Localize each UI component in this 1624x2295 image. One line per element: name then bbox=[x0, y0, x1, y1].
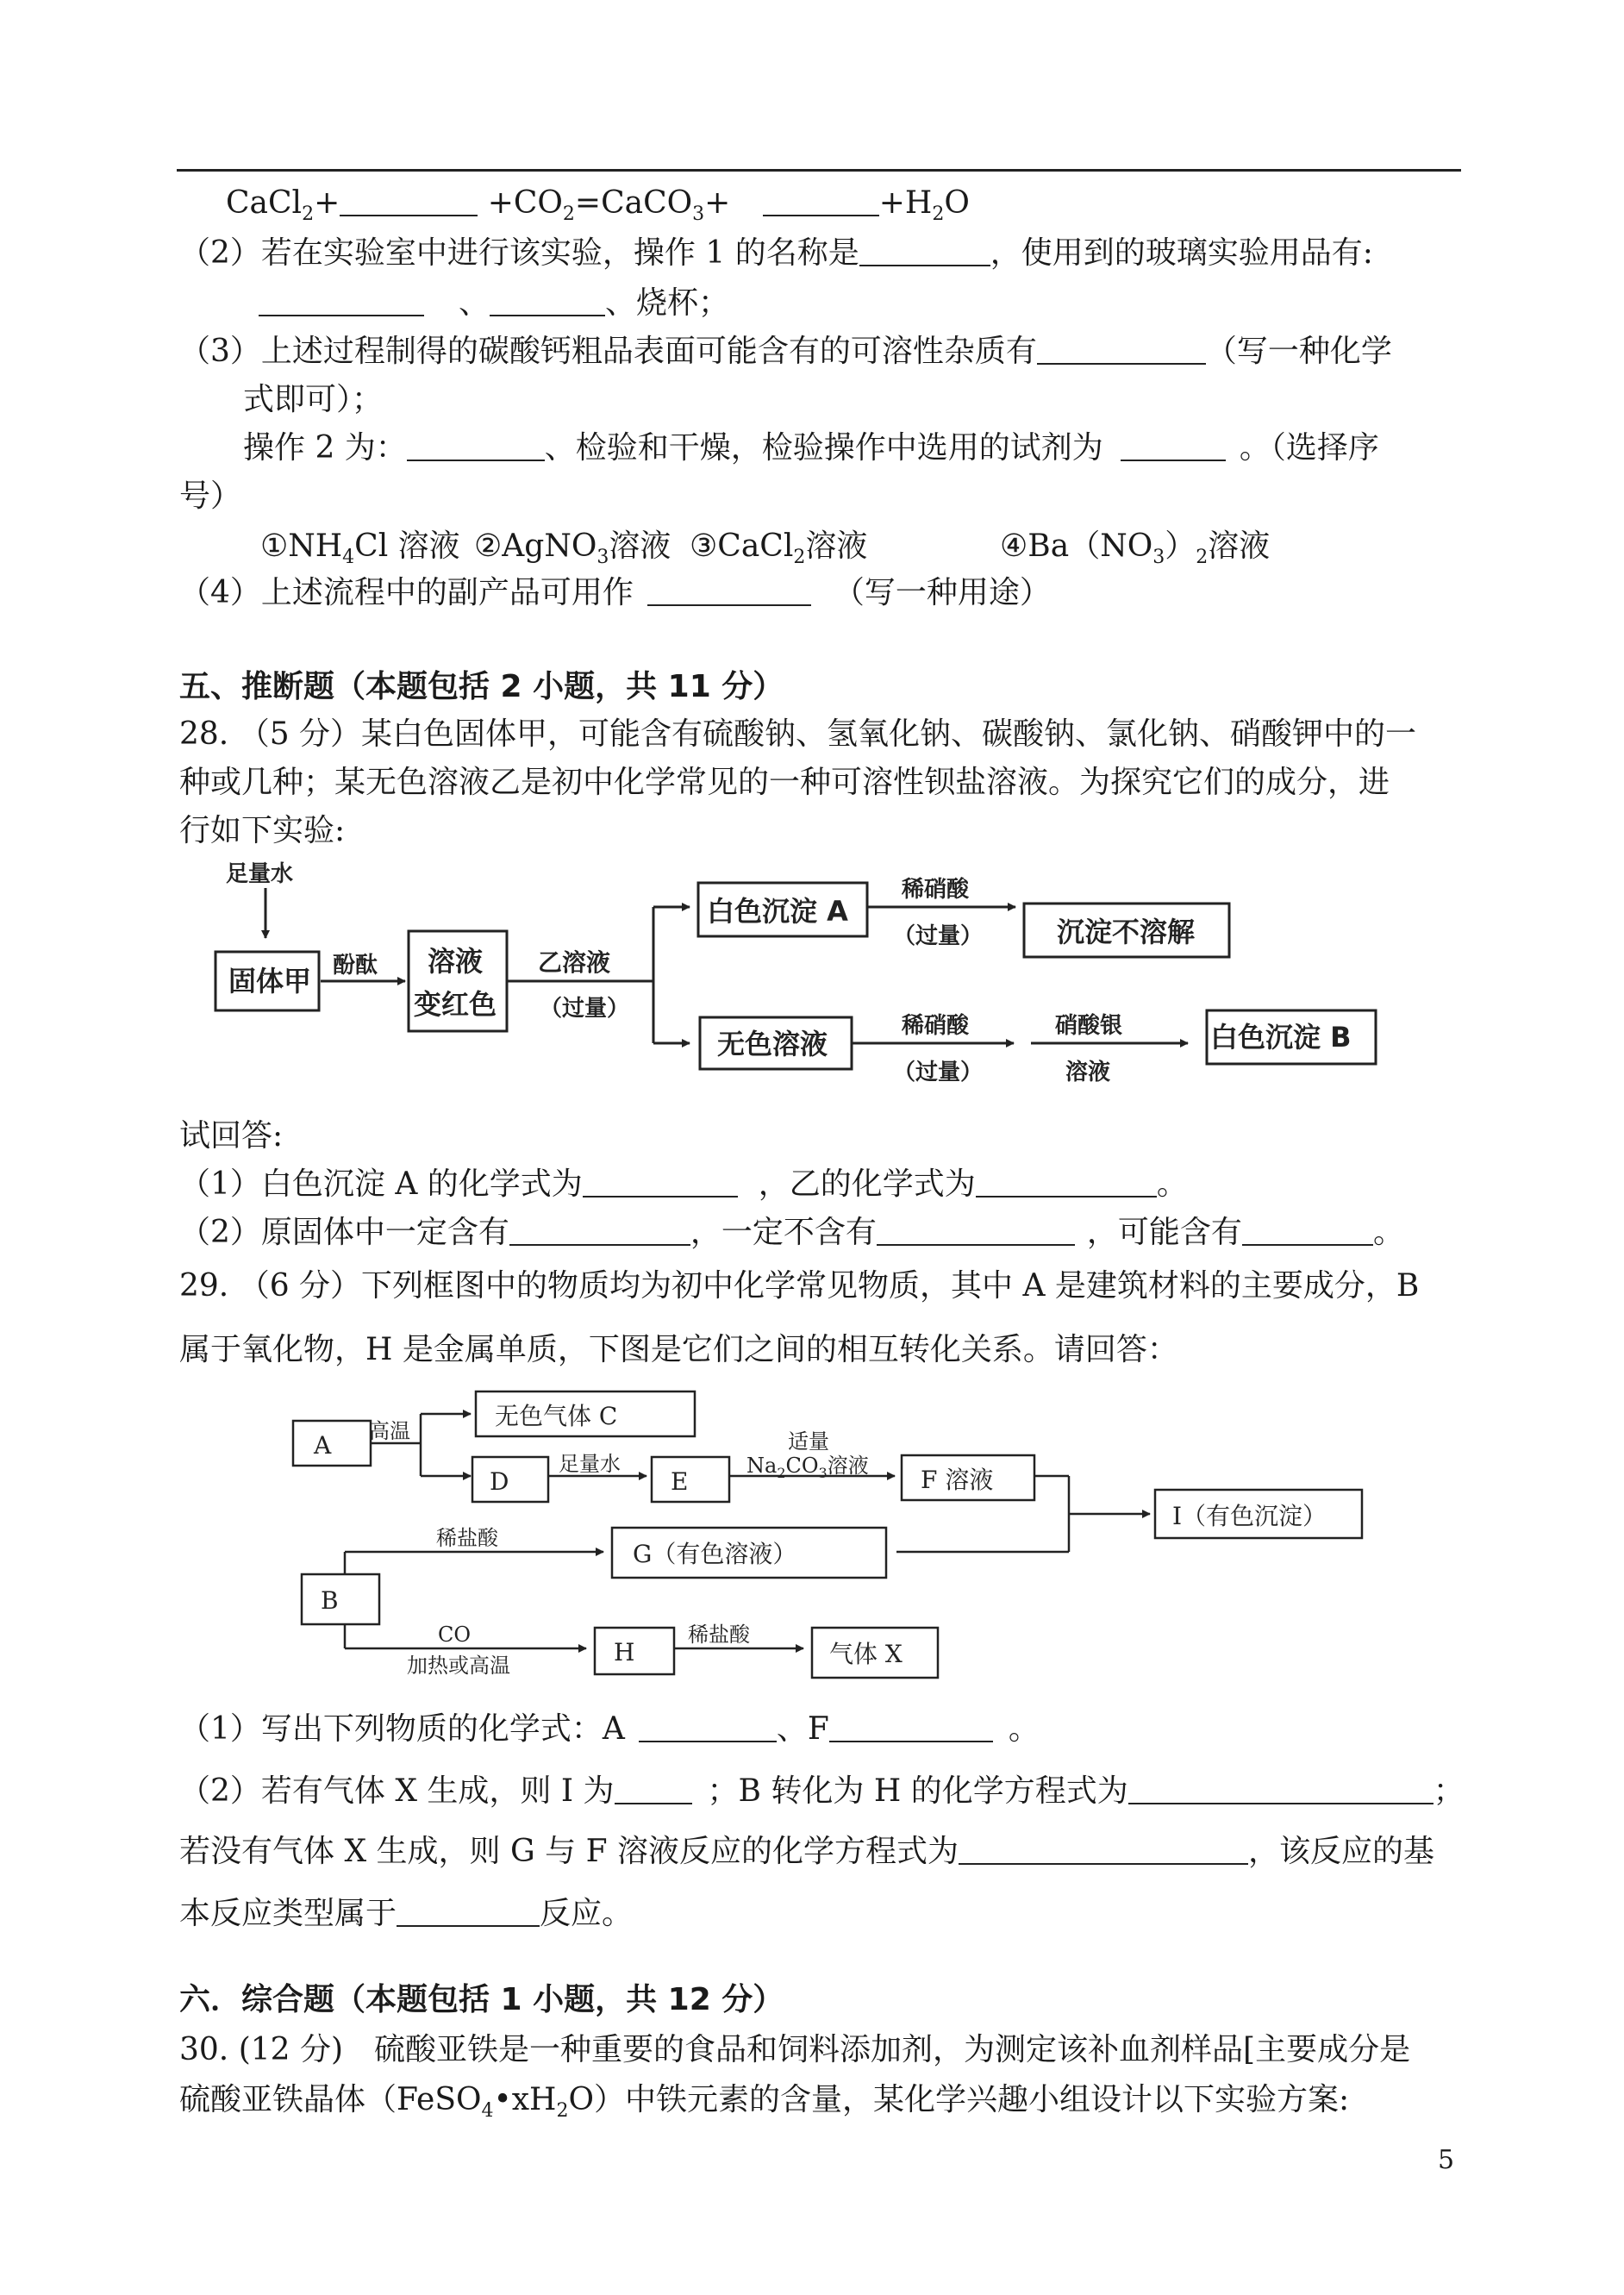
answer-blank[interactable] bbox=[829, 1715, 993, 1742]
label-excess-1: （过量） bbox=[540, 996, 630, 1022]
equation-line: CaCl$_2$+ $+CO_2=CaCO_3+ +H_2O$ bbox=[226, 185, 970, 225]
answer-blank[interactable] bbox=[1128, 1777, 1433, 1804]
answer-blank[interactable] bbox=[639, 1715, 777, 1742]
q29-answer-2: （2）若有气体 X 生成，则 I 为 ；B 转化为 H 的化学方程式为 ； bbox=[179, 1773, 1465, 1809]
answer-blank[interactable] bbox=[959, 1837, 1248, 1865]
q29-line-1: 29. （6 分）下列框图中的物质均为初中化学常见物质，其中 A 是建筑材料的主要成分，B bbox=[179, 1268, 1420, 1304]
answer-blank[interactable] bbox=[615, 1777, 692, 1804]
label-x: 气体 X bbox=[829, 1640, 903, 1668]
label-high-temp: 高温 bbox=[369, 1419, 410, 1443]
label-silver-1: 硝酸银 bbox=[1055, 1013, 1123, 1039]
label-na2co3: $Na_2CO_3$溶液 bbox=[746, 1454, 869, 1481]
label-heat: 加热或高温 bbox=[407, 1654, 510, 1678]
reagent-3: ③CaCl$_2$溶液 bbox=[690, 528, 868, 568]
q30-line-1: 30. (12 分) 硫酸亚铁是一种重要的食品和饲料添加剂，为测定该补血剂样品[主要成分是 bbox=[179, 2032, 1411, 2067]
label-silver-2: 溶液 bbox=[1065, 1060, 1111, 1085]
box-d bbox=[472, 1457, 548, 1502]
label-excess-3: （过量） bbox=[893, 1060, 984, 1085]
label-solution-2: 变红色 bbox=[414, 988, 497, 1021]
label-a: A bbox=[314, 1431, 332, 1460]
q29-line-2: 属于氧化物，H 是金属单质，下图是它们之间的相互转化关系。请回答： bbox=[179, 1332, 1178, 1367]
q28-line-1: 28. （5 分）某白色固体甲，可能含有硫酸钠、氢氧化钠、碳酸钠、氯化钠、硝酸钾中的一 bbox=[179, 716, 1417, 752]
label-solution-yi: 乙溶液 bbox=[538, 948, 611, 977]
q28-answer-1: （1）白色沉淀 A 的化学式为 ，乙的化学式为 。 bbox=[179, 1166, 1188, 1202]
label-nitric-1: 稀硝酸 bbox=[902, 877, 970, 903]
label-hcl-2: 稀盐酸 bbox=[688, 1623, 750, 1647]
q28-answer-2: （2）原固体中一定含有 ，一定不含有 ，可能含有 。 bbox=[179, 1215, 1404, 1250]
label-solid: 固体甲 bbox=[228, 965, 312, 997]
q28-ask: 试回答: bbox=[179, 1118, 284, 1154]
box-b bbox=[302, 1574, 379, 1624]
q29-answer-1: （1）写出下列物质的化学式：A 、F 。 bbox=[179, 1711, 1040, 1747]
label-h: H bbox=[614, 1638, 635, 1667]
box-a bbox=[293, 1421, 371, 1466]
answer-blank[interactable] bbox=[397, 1899, 540, 1927]
q29-answer-4: 本反应类型属于 反应。 bbox=[179, 1896, 634, 1931]
label-insoluble: 沉淀不溶解 bbox=[1057, 916, 1196, 948]
reagent-4: $④Ba(NO_3)_2$溶液 bbox=[1000, 528, 1271, 568]
q27-part3: （3）上述过程制得的碳酸钙粗品表面可能含有的可溶性杂质有 （写一种化学 bbox=[179, 334, 1392, 369]
section-5-title: 五、推断题（本题包括 2 小题，共 11 分） bbox=[179, 669, 784, 704]
label-co: CO bbox=[438, 1623, 472, 1647]
label-c: 无色气体 C bbox=[495, 1402, 618, 1430]
label-water: 足量水 bbox=[226, 861, 294, 887]
q27-part2: （2）若在实验室中进行该实验，操作 1 的名称是 ，使用到的玻璃实验用品有: bbox=[179, 235, 1373, 271]
q28-line-3: 行如下实验: bbox=[179, 813, 346, 848]
q27-part3-end: 号） bbox=[179, 478, 242, 514]
label-water: 足量水 bbox=[559, 1452, 621, 1476]
label-excess-2: （过量） bbox=[893, 923, 984, 949]
q27-part3-cont: 式即可）； bbox=[243, 382, 384, 417]
label-hcl-1: 稀盐酸 bbox=[436, 1526, 498, 1550]
label-f: F 溶液 bbox=[921, 1466, 994, 1494]
q29-answer-3: 若没有气体 X 生成，则 G 与 F 溶液反应的化学方程式为 ，该反应的基 bbox=[179, 1834, 1435, 1869]
label-g: G（有色溶液） bbox=[633, 1540, 797, 1568]
label-precipitate-a: 白色沉淀 A bbox=[707, 895, 848, 928]
label-clear-solution: 无色溶液 bbox=[717, 1028, 828, 1060]
label-solution-1: 溶液 bbox=[428, 945, 484, 978]
label-i: I（有色沉淀） bbox=[1172, 1502, 1327, 1530]
label-e: E bbox=[671, 1467, 689, 1496]
label-phenolphthalein: 酚酞 bbox=[333, 953, 378, 979]
section-6-title: 六．综合题（本题包括 1 小题，共 12 分） bbox=[179, 1982, 784, 2017]
label-precipitate-b: 白色沉淀 B bbox=[1210, 1021, 1352, 1054]
label-b: B bbox=[321, 1586, 339, 1615]
label-proper: 适量 bbox=[788, 1429, 829, 1454]
label-d: D bbox=[490, 1467, 509, 1496]
label-nitric-2: 稀硝酸 bbox=[902, 1013, 970, 1039]
q27-part4: （4）上述流程中的副产品可用作 （写一种用途） bbox=[179, 575, 1051, 610]
q27-part2-cont: 、 、烧杯； bbox=[259, 285, 729, 322]
q28-line-2: 种或几种；某无色溶液乙是初中化学常见的一种可溶性钡盐溶液。为探究它们的成分，进 bbox=[179, 765, 1390, 800]
q30-line-2: 硫酸亚铁晶体$(FeSO_4•xH_2O)$中铁元素的含量，某化学兴趣小组设计以下实验方案: bbox=[179, 2082, 1350, 2122]
page-number: 5 bbox=[1438, 2145, 1455, 2175]
q27-part3-op2: 操作 2 为： 、检验和干燥，检验操作中选用的试剂为 。（选择序 bbox=[243, 430, 1379, 466]
reagent-2: ②AgNO$_3$溶液 bbox=[474, 528, 671, 568]
reagent-1: $①NH_4Cl$ 溶液 bbox=[260, 528, 460, 568]
box-e bbox=[652, 1457, 729, 1502]
